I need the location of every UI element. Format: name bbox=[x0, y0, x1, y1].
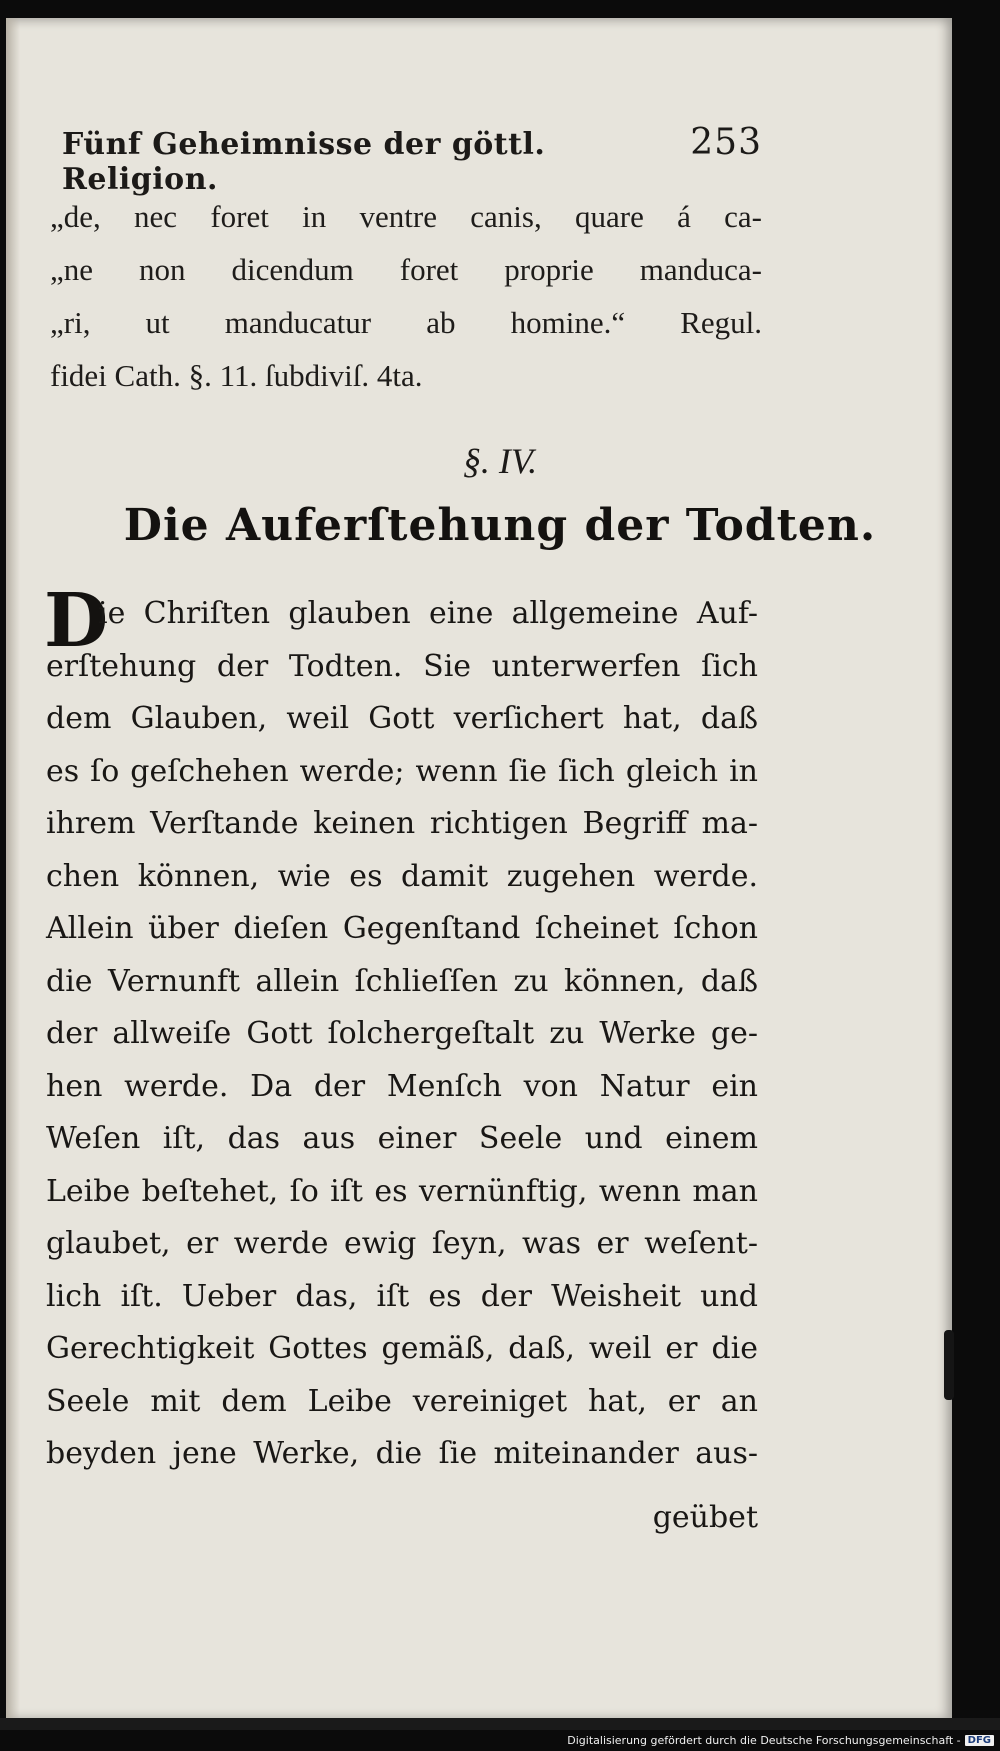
body-line: chen können, wie es damit zugehen werde. bbox=[46, 858, 758, 894]
page-number: 253 bbox=[690, 122, 762, 163]
body-line: die Vernunft allein ſchlieſſen zu können, daß bbox=[46, 963, 758, 999]
body-paragraph bbox=[46, 588, 758, 1481]
latin-line: „ne non dicendum foret proprie manduca- bbox=[50, 252, 762, 287]
latin-line: fidei Cath. §. 11. ſubdiviſ. 4ta. bbox=[50, 358, 423, 393]
credit-text: Digitalisierung gefördert durch die Deutsche Forschungsgemeinschaft - bbox=[567, 1734, 961, 1747]
latin-line: „de, nec foret in ventre canis, quare á ca- bbox=[50, 199, 762, 234]
latin-line: „ri, ut manducatur ab homine.“ Regul. bbox=[50, 305, 762, 340]
running-header bbox=[62, 122, 762, 197]
body-line: lich iſt. Ueber das, iſt es der Weisheit und bbox=[46, 1278, 758, 1314]
body-line: ihrem Verſtande keinen richtigen Begriff ma- bbox=[46, 806, 758, 841]
running-title: Fünf Geheimnisse der göttl. Religion. bbox=[62, 127, 546, 197]
body-line: Weſen iſt, das aus einer Seele und einem bbox=[46, 1121, 758, 1156]
body-line: Seele mit dem Leibe vereiniget hat, er an bbox=[46, 1383, 758, 1419]
body-line: dem Glauben, weil Gott verſichert hat, daß bbox=[46, 701, 758, 736]
section-number: §. IV. bbox=[462, 441, 538, 481]
drop-cap: D bbox=[44, 578, 109, 664]
body-line: erſtehung der Todten. Sie unterwerfen ſich bbox=[46, 648, 758, 684]
body-line: Leibe beſtehet, ſo iſt es vernünftig, wenn man bbox=[46, 1173, 758, 1209]
digitization-credit bbox=[567, 1734, 994, 1747]
body-line: ie Chriſten glauben eine allgemeine Auf- bbox=[98, 596, 758, 631]
body-line: der allweiſe Gott ſolchergeſtalt zu Werke ge- bbox=[46, 1016, 758, 1051]
body-line: glaubet, er werde ewig ſeyn, was er weſent- bbox=[46, 1226, 758, 1261]
body-line: Gerechtigkeit Gottes gemäß, daß, weil er die bbox=[46, 1331, 758, 1366]
latin-quote bbox=[50, 190, 762, 402]
page-gutter-shadow bbox=[6, 18, 20, 1718]
section-title: Die Auferſtehung der Todten. bbox=[123, 500, 877, 551]
body-line: hen werde. Da der Menſch von Natur ein bbox=[46, 1068, 758, 1104]
spine-clip bbox=[944, 1330, 954, 1400]
body-line: es ſo geſchehen werde; wenn ſie ſich gleich in bbox=[46, 753, 758, 789]
body-line: Allein über dieſen Gegenſtand ſcheinet ſchon bbox=[46, 911, 758, 946]
body-line: beyden jene Werke, die ſie miteinander aus- bbox=[46, 1436, 758, 1471]
dfg-logo: DFG bbox=[965, 1735, 994, 1746]
catchword: geübet bbox=[652, 1500, 758, 1535]
scan-bottom-edge bbox=[0, 1718, 1000, 1730]
